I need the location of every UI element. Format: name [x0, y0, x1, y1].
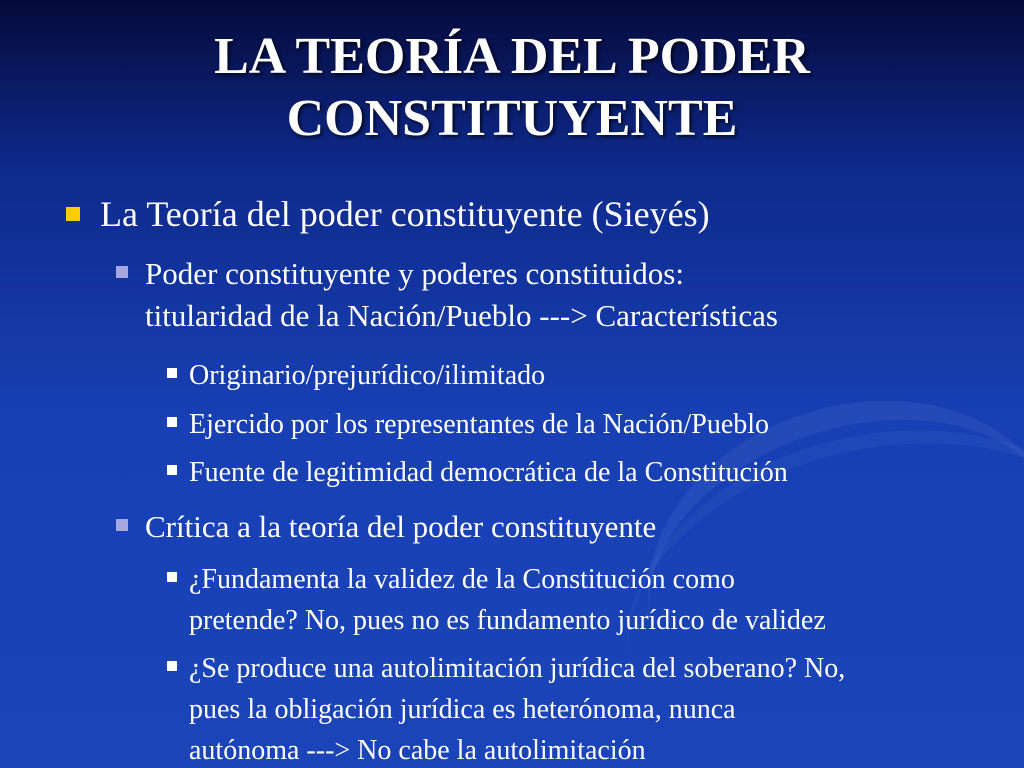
bullet-text: [100, 193, 710, 235]
bullet-text: [189, 559, 826, 641]
bullet-text: [145, 506, 656, 548]
bullet-line: pues la obligación jurídica es heterónoma, nunca: [189, 694, 736, 725]
bullet-text: [189, 355, 545, 396]
bullet-text: [145, 253, 778, 337]
bullet-line: Originario/prejurídico/ilimitado: [189, 360, 546, 391]
bullet-line: Poder constituyente y poderes constituidos:: [145, 256, 684, 291]
bullet-text: [189, 452, 788, 493]
bullet-line: autónoma ---> No cabe la autolimitación: [189, 735, 646, 766]
square-bullet-icon: [167, 661, 177, 671]
bullet-line: Crítica a la teoría del poder constituyente: [145, 509, 657, 544]
slide-title-line-2: CONSTITUYENTE: [286, 90, 738, 147]
square-bullet-icon: [116, 266, 128, 278]
square-bullet-icon: [167, 465, 177, 475]
bullet-line: Ejercido por los representantes de la Nación/Pueblo: [189, 409, 770, 440]
slide-title: [0, 26, 1024, 150]
bullet-text: [189, 648, 845, 768]
bullet-line: Fuente de legitimidad democrática de la Constitución: [189, 457, 788, 488]
bullet-line: ¿Se produce una autolimitación jurídica del soberano? No,: [189, 653, 846, 684]
bullet-line: La Teoría del poder constituyente (Sieyés): [100, 194, 710, 234]
square-bullet-icon: [167, 572, 177, 582]
square-bullet-icon: [66, 207, 80, 221]
bullet-line: ¿Fundamenta la validez de la Constitución como: [189, 564, 735, 595]
square-bullet-icon: [116, 519, 128, 531]
bullet-line: titularidad de la Nación/Pueblo ---> Características: [145, 298, 778, 333]
bullet-line: pretende? No, pues no es fundamento jurídico de validez: [189, 605, 826, 636]
bullet-text: [189, 404, 769, 445]
square-bullet-icon: [167, 368, 177, 378]
square-bullet-icon: [167, 417, 177, 427]
slide-title-line-1: LA TEORÍA DEL PODER: [214, 28, 810, 85]
